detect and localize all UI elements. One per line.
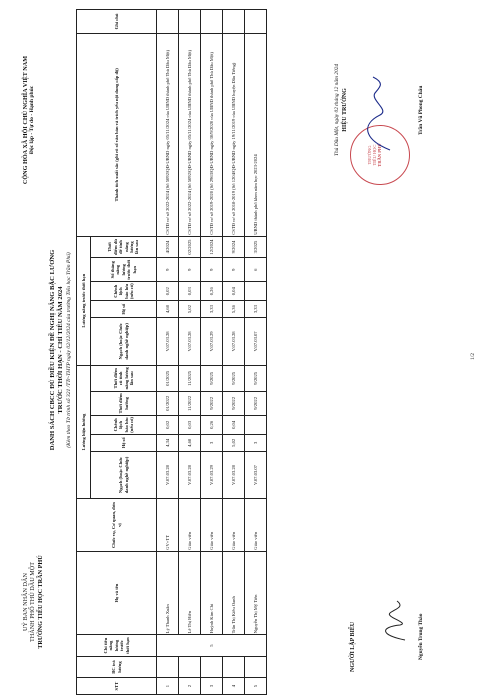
th-chitieu: Chỉ tiêu nâng lương trước thời hạn [77, 635, 157, 656]
header-right-line2: Độc lập - Tự do - Hạnh phúc [29, 85, 36, 155]
table-row [223, 10, 245, 695]
th-tdtinh: Thời điểm cũ tính nâng lương lần sau [91, 365, 157, 391]
stamp-text3: TRẦN PHÚ [377, 143, 382, 167]
cell-months: 9 [157, 258, 179, 282]
cell-note [157, 10, 179, 34]
th-tdmoi: Thời điểm đủ để tính nâng lương lần sau [91, 236, 157, 258]
cell-cl2: 0,04 [223, 282, 245, 301]
header-left-line1: UỶ BAN NHÂN DÂN [22, 573, 29, 631]
cell-reason: CSTĐ cơ sở 2018-2019 (Số 1204/QĐ-UBND ngày 19/11/2019 của UBND huyện Dầu Tiếng) [223, 33, 245, 236]
cell-ngach2: V.07.03.28 [157, 318, 179, 366]
table-row [245, 10, 267, 695]
th-reason: Thành tích xuất sắc (ghi rõ số văn bản và trích yếu nội dung cấp độ) [77, 33, 157, 236]
cell-hs2: 3,33 [201, 301, 223, 318]
cell-hs2: 5,02 [179, 301, 201, 318]
cell-months: 9 [223, 258, 245, 282]
cell-reason: CSTĐ cơ sở 2022-2024 (Số 5092/QĐ-UBND ngày 05/11/2024 của UBND thành phố Thủ Dầu Một) [179, 33, 201, 236]
preparer-name: Nguyễn Trung Thảo [418, 613, 424, 660]
th-name: Họ và tên [77, 551, 157, 635]
cell-cl: 0,03 [179, 415, 201, 434]
cell-name: Huỳnh Kim Chi [201, 551, 223, 635]
table-row [157, 10, 179, 695]
cell-bc [223, 656, 245, 677]
cell-name: Lý Thanh Xuân [157, 551, 179, 635]
th-ngach: Ngạch (hoặc Chức danh nghề nghiệp) [91, 451, 157, 499]
cell-name: Lê Thị Hiền [179, 551, 201, 635]
th-hs2: Hệ số [91, 301, 157, 318]
cell-hs: 3 [201, 434, 223, 451]
th-current-salary: Lương hiện hưởng [77, 365, 91, 499]
cell-reason: CSTĐ cơ sở 2022-2024 (Số 5092/QĐ-UBND ngày 05/11/2024 của UBND thành phố Thủ Dầu Một) [157, 33, 179, 236]
cell-role: Giáo viên [223, 499, 245, 551]
cell-role: Giáo viên [245, 499, 267, 551]
cell-tdc: 11/2025 [179, 365, 201, 391]
cell-hs2: 3,33 [245, 301, 267, 318]
cell-hs: 5,02 [223, 434, 245, 451]
header-left-line2: THÀNH PHỐ THỦ DẦU MỘT [29, 562, 37, 642]
th-cl2: Chênh lệch bảo lưu (nếu có) [91, 282, 157, 301]
cell-cl2: 0,03 [179, 282, 201, 301]
cell-role: Giáo viên [201, 499, 223, 551]
cell-hs: 4,34 [157, 434, 179, 451]
cell-tdm: 3/2025 [245, 236, 267, 258]
th-role: Chức vụ, Cơ quan, đơn vị [77, 499, 157, 551]
cell-reason: UBND thành phố khen năm học 2023-2024 [245, 33, 267, 236]
doc-subtitle: (Kèm theo Tờ trình số 321 /TTr-THTP ngày 02/12/2024 của trường Tiểu học Trần Phú) [66, 252, 72, 448]
cell-hs: 3 [245, 434, 267, 451]
cell-cl: 0,26 [201, 415, 223, 434]
cell-tdm: 02/2025 [179, 236, 201, 258]
cell-bc [179, 656, 201, 677]
cell-td: 9/2022 [223, 391, 245, 415]
cell-note [179, 10, 201, 34]
th-note: Ghi chú [77, 10, 157, 34]
cell-ngach: V.07.03.07 [245, 451, 267, 499]
cell-chitieu: 5 [157, 635, 267, 656]
cell-ngach2: V.07.03.29 [201, 318, 223, 366]
cell-months: 9 [201, 258, 223, 282]
principal-signature [355, 75, 405, 155]
cell-td: 11/2022 [179, 391, 201, 415]
cell-tdc: 9/2025 [201, 365, 223, 391]
principal-title: HIỆU TRƯỞNG [342, 88, 348, 132]
cell-stt: 1 [157, 678, 179, 695]
cell-role: GV+TT [157, 499, 179, 551]
th-hs: Hệ số [91, 434, 157, 451]
cell-ngach2: V.07.03.07 [245, 318, 267, 366]
cell-ngach2: V.07.03.28 [223, 318, 245, 366]
cell-hs: 4,68 [179, 434, 201, 451]
doc-title-line1: DANH SÁCH CBCC ĐỦ ĐIỀU KIỆN ĐỀ NGHỊ NÂNG BẬC LƯƠNG [49, 249, 56, 451]
th-after-salary: Lương nâng trước thời hạn [77, 236, 91, 365]
cell-hs2: 4,68 [157, 301, 179, 318]
stamp-text2: TIỂU HỌC [372, 144, 377, 166]
cell-reason: CSTĐ cơ sở 2019-2020 (Số 2963/QĐ-UBND ngày 30/9/2020 của UBND thành phố Thủ Dầu Một) [201, 33, 223, 236]
cell-name: Trần Thị Kiều Oanh [223, 551, 245, 635]
cell-ngach: V.07.03.28 [179, 451, 201, 499]
principal-name: Trần Vũ Phong Châu [418, 85, 424, 135]
cell-stt: 2 [179, 678, 201, 695]
header-left [22, 522, 44, 682]
th-somonth: Số tháng nâng lương trước thời hạn [91, 258, 157, 282]
cell-ngach: V.07.03.28 [157, 451, 179, 499]
doc-title-line2: TRƯỚC THỜI HẠN - CHỈ TIÊU NĂM 2024 [57, 286, 64, 414]
header-left-line3: TRƯỜNG TIỂU HỌC TRẦN PHÚ [36, 555, 44, 649]
cell-tdm: 12/2024 [201, 236, 223, 258]
cell-role: Giáo viên [179, 499, 201, 551]
cell-note [245, 10, 267, 34]
cell-stt: 4 [223, 678, 245, 695]
cell-bc [245, 656, 267, 677]
cell-months: 9 [179, 258, 201, 282]
salary-table [76, 9, 267, 695]
preparer-signature [375, 595, 415, 645]
cell-bc [201, 656, 223, 677]
cell-stt: 5 [245, 678, 267, 695]
cell-cl: 0,02 [157, 415, 179, 434]
table-row [179, 10, 201, 695]
cell-tdc: 9/2025 [223, 365, 245, 391]
cell-cl2: 0,02 [157, 282, 179, 301]
th-tdhuong: Thời điểm hưởng [91, 391, 157, 415]
cell-note [223, 10, 245, 34]
cell-months: 6 [245, 258, 267, 282]
cell-bc [157, 656, 179, 677]
preparer-title: NGƯỜI LẬP BIỂU [350, 621, 356, 672]
th-cl: Chênh lệch bảo lưu (nếu có) [91, 415, 157, 434]
stamp-text1: TRƯỜNG [367, 145, 372, 165]
cell-ngach2: V.07.03.28 [179, 318, 201, 366]
cell-cl2: 0,26 [201, 282, 223, 301]
cell-td: 9/2022 [201, 391, 223, 415]
page-number: 1/2 [470, 353, 476, 360]
table-row [201, 10, 223, 695]
cell-ngach: V.07.03.29 [201, 451, 223, 499]
sign-date: Thủ Dầu Một, ngày 02 tháng 12 năm 2024 [334, 63, 340, 157]
header-right [22, 10, 37, 230]
th-stt: STT [77, 678, 157, 695]
cell-cl: 0,04 [223, 415, 245, 434]
th-bc: BC trả lương [77, 656, 157, 677]
cell-td: 9/2022 [245, 391, 267, 415]
header-right-line1: CỘNG HÒA XÃ HỘI CHỦ NGHĨA VIỆT NAM [22, 55, 29, 185]
cell-stt: 3 [201, 678, 223, 695]
cell-name: Nguyễn Thị Mỹ Tiên [245, 551, 267, 635]
cell-ngach: V.07.03.28 [223, 451, 245, 499]
th-ngach2: Ngạch (hoặc Chức danh nghề nghiệp) [91, 318, 157, 366]
cell-cl [245, 415, 267, 434]
cell-tdm: 9/2024 [223, 236, 245, 258]
cell-hs2: 5,36 [223, 301, 245, 318]
cell-tdm: 4/2024 [157, 236, 179, 258]
cell-note [201, 10, 223, 34]
cell-cl2 [245, 282, 267, 301]
cell-td: 01/2022 [157, 391, 179, 415]
cell-tdc: 9/2025 [245, 365, 267, 391]
cell-tdc: 01/2025 [157, 365, 179, 391]
